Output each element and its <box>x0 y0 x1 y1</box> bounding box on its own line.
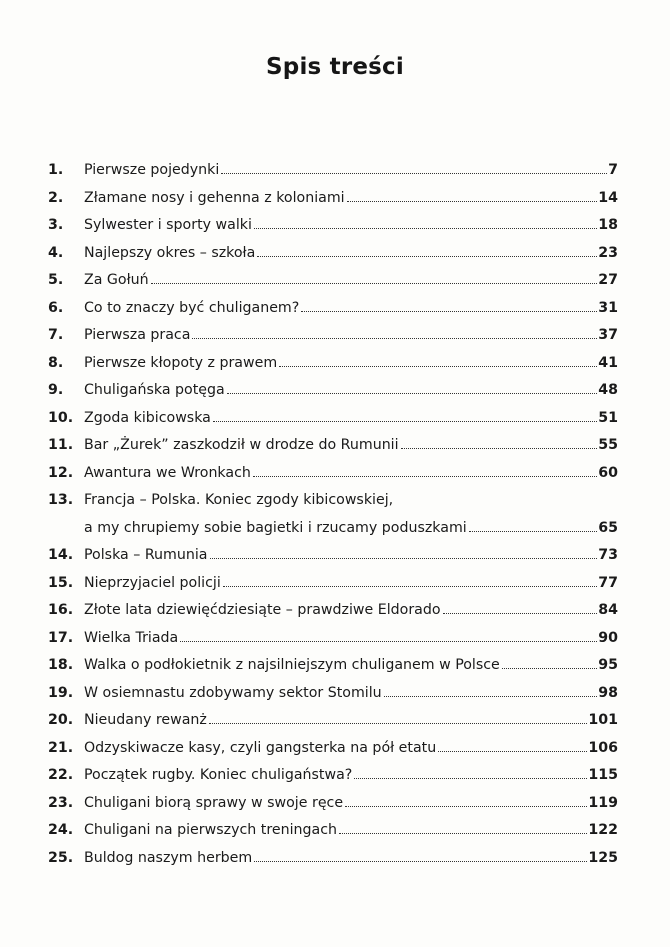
toc-entry-title: Chuligani na pierwszych treningach <box>84 822 337 838</box>
toc-entry-number: 12. <box>48 464 74 481</box>
toc-entry-page: 18 <box>598 217 618 233</box>
toc-entry <box>48 790 618 818</box>
toc-entry-page: 37 <box>598 327 618 343</box>
toc-entry-title: Złote lata dziewięćdziesiąte – prawdziwe Eldorado <box>84 602 441 618</box>
dot-leader <box>347 200 598 202</box>
toc-entry-page: 41 <box>598 354 618 371</box>
dot-leader <box>223 585 597 587</box>
toc-entry <box>48 212 618 240</box>
dot-leader <box>192 337 597 339</box>
toc-entry-number: 11. <box>48 437 74 453</box>
toc-entry-page: 14 <box>598 189 618 206</box>
toc-entry-title: Buldog naszym herbem <box>84 849 253 866</box>
toc-entry-page: 101 <box>588 712 618 728</box>
toc-entry <box>48 295 618 323</box>
toc-entry <box>48 487 618 515</box>
toc-entry-title: Najlepszy okres – szkoła <box>84 244 256 261</box>
toc-entry <box>48 652 618 680</box>
toc-entry-number: 2. <box>48 189 64 206</box>
toc-entry-number: 24. <box>48 822 74 838</box>
page-title: Spis treści <box>266 54 404 80</box>
toc-entry <box>48 625 618 653</box>
dot-leader <box>254 227 597 229</box>
toc-entry-page: 7 <box>608 162 618 178</box>
toc-entry-number: 25. <box>48 849 74 866</box>
toc-entry-title: Walka o podłokietnik z najsilniejszym chuliganem w Polsce <box>84 657 500 673</box>
dot-leader <box>339 832 587 834</box>
toc-entry <box>48 542 618 570</box>
toc-entry <box>48 432 618 460</box>
toc-entry-number: 22. <box>48 767 74 783</box>
dot-leader <box>257 255 597 257</box>
toc-entry-title: Za Gołuń <box>84 272 149 288</box>
toc-entry <box>48 845 618 873</box>
toc-entry <box>48 460 618 488</box>
toc-entry-number: 17. <box>48 629 74 646</box>
toc-entry-title: Zgoda kibicowska <box>84 409 211 426</box>
dot-leader <box>443 612 598 614</box>
toc-entry-number: 3. <box>48 217 64 233</box>
toc-entry <box>48 597 618 625</box>
dot-leader <box>502 667 597 669</box>
dot-leader <box>301 310 597 312</box>
dot-leader <box>345 805 587 807</box>
dot-leader <box>221 172 607 174</box>
toc-entry <box>48 405 618 433</box>
toc-entry-title: Wielka Triada <box>84 629 179 646</box>
toc-entry-title-line2: a my chrupiemy sobie bagietki i rzucamy poduszkami <box>84 519 467 536</box>
dot-leader <box>151 282 598 284</box>
dot-leader <box>254 860 587 862</box>
toc-entry-number: 4. <box>48 244 64 261</box>
toc-entry-number: 15. <box>48 574 74 591</box>
dot-leader <box>438 750 587 752</box>
toc-entry-number: 8. <box>48 354 64 371</box>
toc-entry-title: Odzyskiwacze kasy, czyli gangsterka na pół etatu <box>84 739 437 756</box>
dot-leader <box>210 557 598 559</box>
toc-entry-continuation <box>48 515 618 543</box>
toc-entry <box>48 680 618 708</box>
toc-entry-page: 98 <box>598 684 618 701</box>
toc-entry-page: 84 <box>598 602 618 618</box>
dot-leader <box>180 640 597 642</box>
toc-entry-number: 5. <box>48 272 64 288</box>
toc-entry <box>48 762 618 790</box>
toc-entry <box>48 240 618 268</box>
toc-entry-page: 27 <box>598 272 618 288</box>
toc-entry-title: Co to znaczy być chuliganem? <box>84 299 300 316</box>
dot-leader <box>279 365 597 367</box>
toc-entry-number: 1. <box>48 162 64 178</box>
dot-leader <box>384 695 598 697</box>
toc-entry-page: 60 <box>598 464 618 481</box>
toc-entry-page: 31 <box>598 299 618 316</box>
toc-entry-page: 122 <box>588 822 618 838</box>
toc-entry-title: Pierwsze kłopoty z prawem <box>84 354 278 371</box>
toc-entry <box>48 707 618 735</box>
toc-entry-page: 23 <box>598 244 618 261</box>
toc-entry-title: Chuligani biorą sprawy w swoje ręce <box>84 794 344 811</box>
toc-entry-page: 65 <box>598 519 618 536</box>
dot-leader <box>209 722 588 724</box>
toc-entry-title: Francja – Polska. Koniec zgody kibicowskiej, <box>84 492 394 508</box>
toc-entry-title: Początek rugby. Koniec chuligaństwa? <box>84 767 353 783</box>
toc-entry-number: 23. <box>48 794 74 811</box>
dot-leader <box>401 447 598 449</box>
toc-entry <box>48 185 618 213</box>
dot-leader <box>469 530 598 532</box>
toc-entry-number: 20. <box>48 712 74 728</box>
toc-entry-page: 90 <box>598 629 618 646</box>
toc-entry-page: 95 <box>598 657 618 673</box>
toc-entry-page: 119 <box>588 794 618 811</box>
toc-entry-number: 9. <box>48 382 64 398</box>
toc-entry-title: Nieprzyjaciel policji <box>84 574 221 591</box>
toc-entry-title: W osiemnastu zdobywamy sektor Stomilu <box>84 684 382 701</box>
toc-entry <box>48 817 618 845</box>
toc-entry-page: 125 <box>588 849 618 866</box>
toc-entry-title: Pierwsza praca <box>84 327 191 343</box>
dot-leader <box>354 777 587 779</box>
toc-entry-page: 106 <box>588 739 618 756</box>
toc-entry <box>48 322 618 350</box>
toc-entry-page: 51 <box>598 409 618 426</box>
toc-entry-page: 77 <box>598 574 618 591</box>
toc-entry-title: Pierwsze pojedynki <box>84 162 220 178</box>
toc-entry-number: 7. <box>48 327 64 343</box>
toc-entry-number: 18. <box>48 657 74 673</box>
toc-entry <box>48 157 618 185</box>
toc-entry <box>48 735 618 763</box>
toc-entry-number: 10. <box>48 409 74 426</box>
toc-entry-number: 21. <box>48 739 74 756</box>
toc-entry-number: 19. <box>48 684 74 701</box>
toc-entry-number: 16. <box>48 602 74 618</box>
toc-entry-title: Nieudany rewanż <box>84 712 207 728</box>
toc-entry-title: Bar „Żurek” zaszkodził w drodze do Rumunii <box>84 437 399 453</box>
toc-entry <box>48 350 618 378</box>
toc-entry <box>48 377 618 405</box>
toc-entry-page: 48 <box>598 382 618 398</box>
table-of-contents <box>48 157 618 872</box>
toc-entry-number: 13. <box>48 492 74 508</box>
toc-entry <box>48 267 618 295</box>
dot-leader <box>253 475 597 477</box>
toc-entry-title: Złamane nosy i gehenna z koloniami <box>84 189 345 206</box>
toc-entry <box>48 570 618 598</box>
dot-leader <box>213 420 597 422</box>
toc-entry-page: 73 <box>598 547 618 563</box>
toc-entry-title: Sylwester i sporty walki <box>84 217 252 233</box>
toc-entry-title: Polska – Rumunia <box>84 547 208 563</box>
toc-entry-number: 14. <box>48 547 74 563</box>
toc-entry-page: 115 <box>588 767 618 783</box>
toc-entry-page: 55 <box>598 437 618 453</box>
toc-entry-title: Chuligańska potęga <box>84 382 225 398</box>
dot-leader <box>227 392 598 394</box>
toc-entry-title: Awantura we Wronkach <box>84 464 251 481</box>
toc-entry-number: 6. <box>48 299 64 316</box>
